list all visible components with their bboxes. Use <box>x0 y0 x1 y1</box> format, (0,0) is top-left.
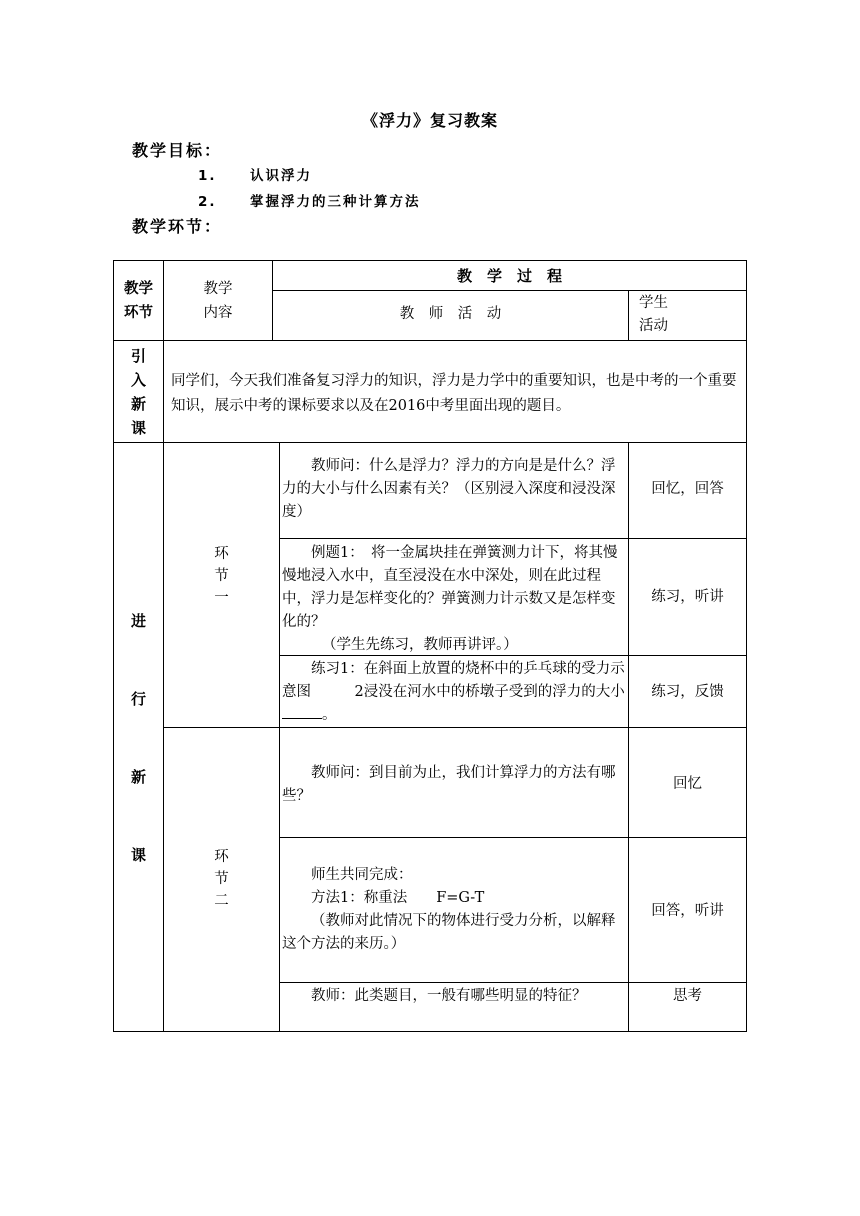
stage2-row3-teacher: 教师：此类题目，一般有哪些明显的特征？ <box>311 988 587 1004</box>
stage1-row3-teacher: 练习1：在斜面上放置的烧杯中的乒乓球的受力示意图 2浸没在河水中的桥墩子受到的浮力的大小。 <box>282 661 625 723</box>
goal-text: 掌握浮力的三种计算方法 <box>250 194 421 210</box>
header-content: 教学 内容 <box>203 281 233 321</box>
intro-label: 引 入 新 课 <box>130 347 146 437</box>
goal-number: 2. <box>198 194 217 210</box>
stage1-row1-teacher: 教师问：什么是浮力？浮力的方向是是什么？浮力的大小与什么因素有关？（区别浸入深度和浸没深度） <box>282 458 616 520</box>
header-stage: 教学 环节 <box>124 281 153 321</box>
stage1-row1-student: 回忆，回答 <box>651 481 724 497</box>
document-title: 《浮力》复习教案 <box>361 111 498 130</box>
goals-heading: 教学目标： <box>132 141 223 160</box>
stage1-row2-teacher: 例题1： 将一金属块挂在弹簧测力计下，将其慢慢地浸入水中，直至浸没在水中深处，则在此过程中，浮力是怎样变化的？弹簧测力计示数又是怎样变化的？ （学生先练习，教师再讲评。） <box>282 545 618 653</box>
goal-number: 1. <box>198 168 217 184</box>
header-student-activity: 学生 活动 <box>639 295 668 334</box>
stage2-row2-teacher: 师生共同完成： 方法1：称重法 F=G-T （教师对此情况下的物体进行受力分析，以解释这个方法的来历。） <box>282 867 616 952</box>
stage1-row2-student: 练习，听讲 <box>651 589 724 605</box>
stage2-label: 环 节 二 <box>214 849 229 909</box>
goal-item-1 <box>198 164 312 184</box>
intro-text: 同学们，今天我们准备复习浮力的知识，浮力是力学中的重要知识，也是中考的一个重要知识，展示中考的课标要求以及在2016中考里面出现的题目。 <box>171 373 737 414</box>
main-section-label: 进 行 新 课 <box>130 612 146 864</box>
header-teacher-activity: 教 师 活 动 <box>399 306 502 322</box>
stage2-row1-teacher: 教师问：到目前为止，我们计算浮力的方法有哪些？ <box>282 765 616 804</box>
header-process: 教 学 过 程 <box>456 267 562 285</box>
stage2-row3-student: 思考 <box>673 988 702 1004</box>
answer-blank[interactable] <box>282 704 322 719</box>
goal-text: 认识浮力 <box>250 168 312 184</box>
goal-item-2 <box>198 190 421 210</box>
sections-heading: 教学环节： <box>132 217 223 236</box>
stage1-label: 环 节 一 <box>214 546 229 606</box>
stage2-row1-student: 回忆 <box>673 776 702 792</box>
stage2-row2-student: 回答，听讲 <box>651 903 724 919</box>
stage1-row3-student: 练习，反馈 <box>651 684 724 700</box>
